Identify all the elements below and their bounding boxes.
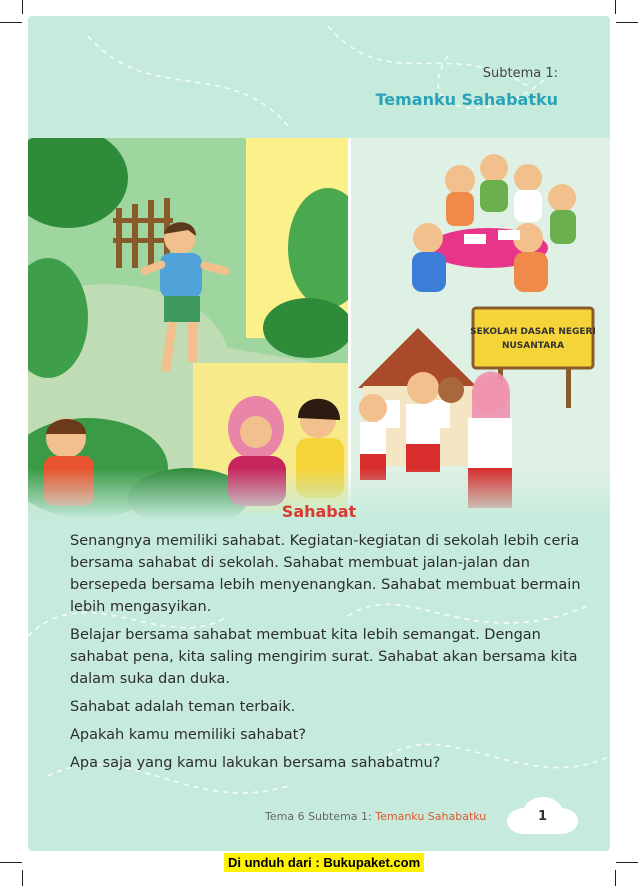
school-sign-line-2: NUSANTARA xyxy=(501,341,565,351)
crop-mark-top-right-h xyxy=(616,22,638,23)
subtema-title: Temanku Sahabatku xyxy=(375,90,558,109)
crop-mark-top-right-v xyxy=(615,0,616,14)
paragraph-2: Belajar bersama sahabat membuat kita lebih semangat. Dengan sahabat pena, kita saling mengirim surat. Sahabat akan bersama kita dalam suka dan duka. xyxy=(70,627,578,687)
page-footer xyxy=(265,810,486,823)
chapter-illustration xyxy=(28,138,610,520)
panel-divider xyxy=(348,138,351,520)
page-number: 1 xyxy=(538,809,548,824)
body-text xyxy=(70,530,585,780)
paragraph-3: Sahabat adalah teman terbaik. xyxy=(70,699,296,715)
crop-mark-bottom-left-v xyxy=(22,870,23,886)
download-banner[interactable]: Di unduh dari : Bukupaket.com xyxy=(224,853,424,872)
footer-prefix: Tema 6 Subtema 1: xyxy=(265,810,372,823)
section-title: Sahabat xyxy=(281,502,357,521)
crop-mark-top-left-h xyxy=(0,22,22,23)
footer-title: Temanku Sahabatku xyxy=(375,810,487,823)
crop-mark-bottom-left-h xyxy=(0,862,22,863)
crop-mark-bottom-right-h xyxy=(616,862,638,863)
crop-mark-bottom-right-v xyxy=(615,870,616,886)
crop-mark-top-left-v xyxy=(22,0,23,14)
paragraph-4: Apakah kamu memiliki sahabat? xyxy=(70,727,307,743)
paragraph-5: Apa saja yang kamu lakukan bersama sahabatmu? xyxy=(70,755,441,771)
paragraph-1: Senangnya memiliki sahabat. Kegiatan-kegiatan di sekolah lebih ceria bersama sahabat di sekolah. Sahabat membuat jalan-jalan dan bersepeda bersama lebih menyenangkan. Sahabat membuat bermain lebih mengasyikan. xyxy=(70,533,581,615)
subtema-number: Subtema 1: xyxy=(482,66,558,81)
school-sign-line-1: SEKOLAH DASAR NEGERI xyxy=(470,327,596,337)
